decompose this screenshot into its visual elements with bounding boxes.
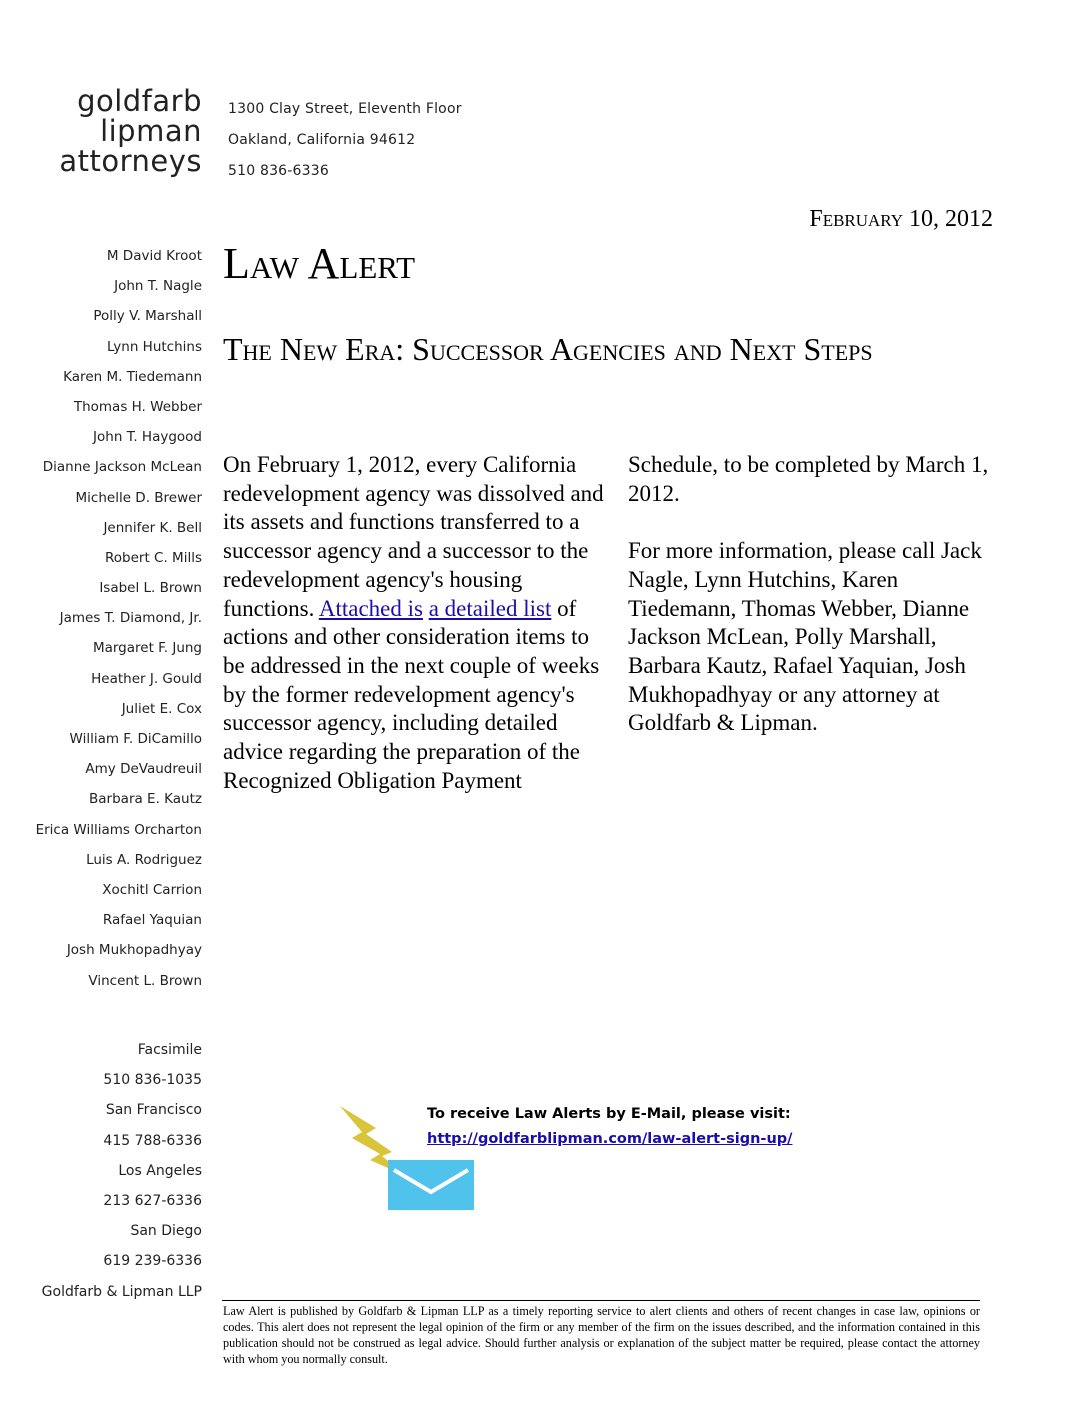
firm-address — [228, 94, 462, 187]
attorney-name: Juliet E. Cox — [121, 700, 202, 717]
body-paragraph-1-end: Schedule, to be completed by March 1, 2012. — [628, 452, 989, 506]
office-line: Facsimile — [137, 1042, 202, 1058]
logo-line-1: goldfarb — [77, 84, 202, 118]
attorney-name: Barbara E. Kautz — [89, 791, 202, 808]
body-text-intro: On February 1, 2012, every California redevelopment agency was dissolved and its assets and functions transferred to a successor agency and a successor to the redevelopment agency's housing functions. — [223, 452, 604, 621]
signup-url-link[interactable]: http://goldfarblipman.com/law-alert-sign-up/ — [427, 1131, 793, 1147]
body-paragraph-1 — [223, 451, 605, 795]
attorney-name: Xochitl Carrion — [102, 881, 202, 898]
attorney-name: Polly V. Marshall — [93, 308, 202, 325]
address-city: Oakland, California 94612 — [228, 132, 416, 148]
office-line: 415 788-6336 — [103, 1132, 202, 1149]
office-line: 213 627-6336 — [103, 1192, 202, 1209]
attorney-name: Michelle D. Brewer — [75, 489, 202, 506]
attorney-name: Karen M. Tiedemann — [63, 368, 202, 385]
office-line: San Francisco — [105, 1102, 202, 1119]
signup-label: To receive Law Alerts by E-Mail, please visit: — [427, 1106, 791, 1122]
email-signup — [427, 1102, 792, 1152]
attorney-name: Josh Mukhopadhyay — [66, 942, 202, 959]
attorney-name: Erica Williams Orcharton — [35, 821, 202, 838]
office-line: 619 239-6336 — [103, 1253, 202, 1270]
attorney-name: Lynn Hutchins — [107, 338, 202, 355]
attorney-name: Heather J. Gould — [91, 670, 202, 687]
attorney-name: John T. Nagle — [114, 278, 202, 295]
attorney-name: Amy DeVaudreuil — [85, 761, 202, 778]
attorney-name: William F. DiCamillo — [69, 731, 202, 747]
logo-line-3: attorneys — [59, 144, 202, 178]
attorney-name: Rafael Yaquian — [102, 912, 202, 929]
office-line: Los Angeles — [118, 1162, 202, 1179]
article-subtitle: The New Era: Successor Agencies and Next Steps — [223, 331, 873, 367]
attorney-name: Margaret F. Jung — [92, 640, 202, 657]
attorney-name: M David Kroot — [106, 248, 202, 264]
body-text-continued: of actions and other consideration items to be addressed in the next couple of weeks by the former redevelopment agency's successor agency, including detailed advice regarding the preparation of the Recognized Obligation Payment — [223, 595, 600, 793]
attorney-name: Luis A. Rodriguez — [86, 851, 202, 868]
attorney-name: Vincent L. Brown — [88, 972, 202, 989]
legal-disclaimer: Law Alert is published by Goldfarb & Lipman LLP as a timely reporting service to alert clients and others of recent changes in case law, opinions or codes. This alert does not represent the legal opinion of the firm or any member of the firm on the issues described, and the information contained in this publication should not be construed as legal advice. Should further analysis or explanation of the subject matter be required, please contact the attorney with whom you normally consult. — [223, 1304, 980, 1366]
attached-link[interactable]: Attached is — [318, 595, 423, 621]
alert-date: February 10, 2012 — [809, 206, 993, 232]
attorney-name: Thomas H. Webber — [73, 398, 202, 415]
attorney-name: Jennifer K. Bell — [103, 519, 202, 536]
page-title: Law Alert — [223, 239, 416, 288]
body-left-column — [223, 451, 605, 795]
office-line: Goldfarb & Lipman LLP — [41, 1283, 202, 1300]
detailed-list-link[interactable]: a detailed list — [428, 595, 552, 621]
logo-line-2: lipman — [100, 114, 202, 148]
contact-paragraph: For more information, please call Jack Nagle, Lynn Hutchins, Karen Tiedemann, Thomas Webber, Dianne Jackson McLean, Polly Marshall, Barbara Kautz, Rafael Yaquian, Josh Mukhopadhyay or any attorney at Goldfarb & Lipman. — [628, 538, 982, 736]
attorney-roster — [20, 243, 202, 998]
body-right-column — [628, 451, 1008, 738]
office-line: San Diego — [130, 1223, 202, 1240]
office-line: 510 836-1035 — [103, 1072, 202, 1089]
office-list — [20, 1038, 202, 1310]
footer-divider — [222, 1300, 980, 1301]
address-street: 1300 Clay Street, Eleventh Floor — [228, 101, 462, 117]
attorney-name: John T. Haygood — [93, 429, 202, 446]
attorney-name: Dianne Jackson McLean — [42, 459, 202, 476]
attorney-name: Isabel L. Brown — [99, 580, 202, 597]
attorney-name: James T. Diamond, Jr. — [59, 610, 202, 627]
firm-logo — [50, 86, 202, 176]
address-phone: 510 836-6336 — [228, 163, 329, 179]
email-envelope-icon — [388, 1160, 474, 1210]
attorney-name: Robert C. Mills — [105, 549, 202, 566]
